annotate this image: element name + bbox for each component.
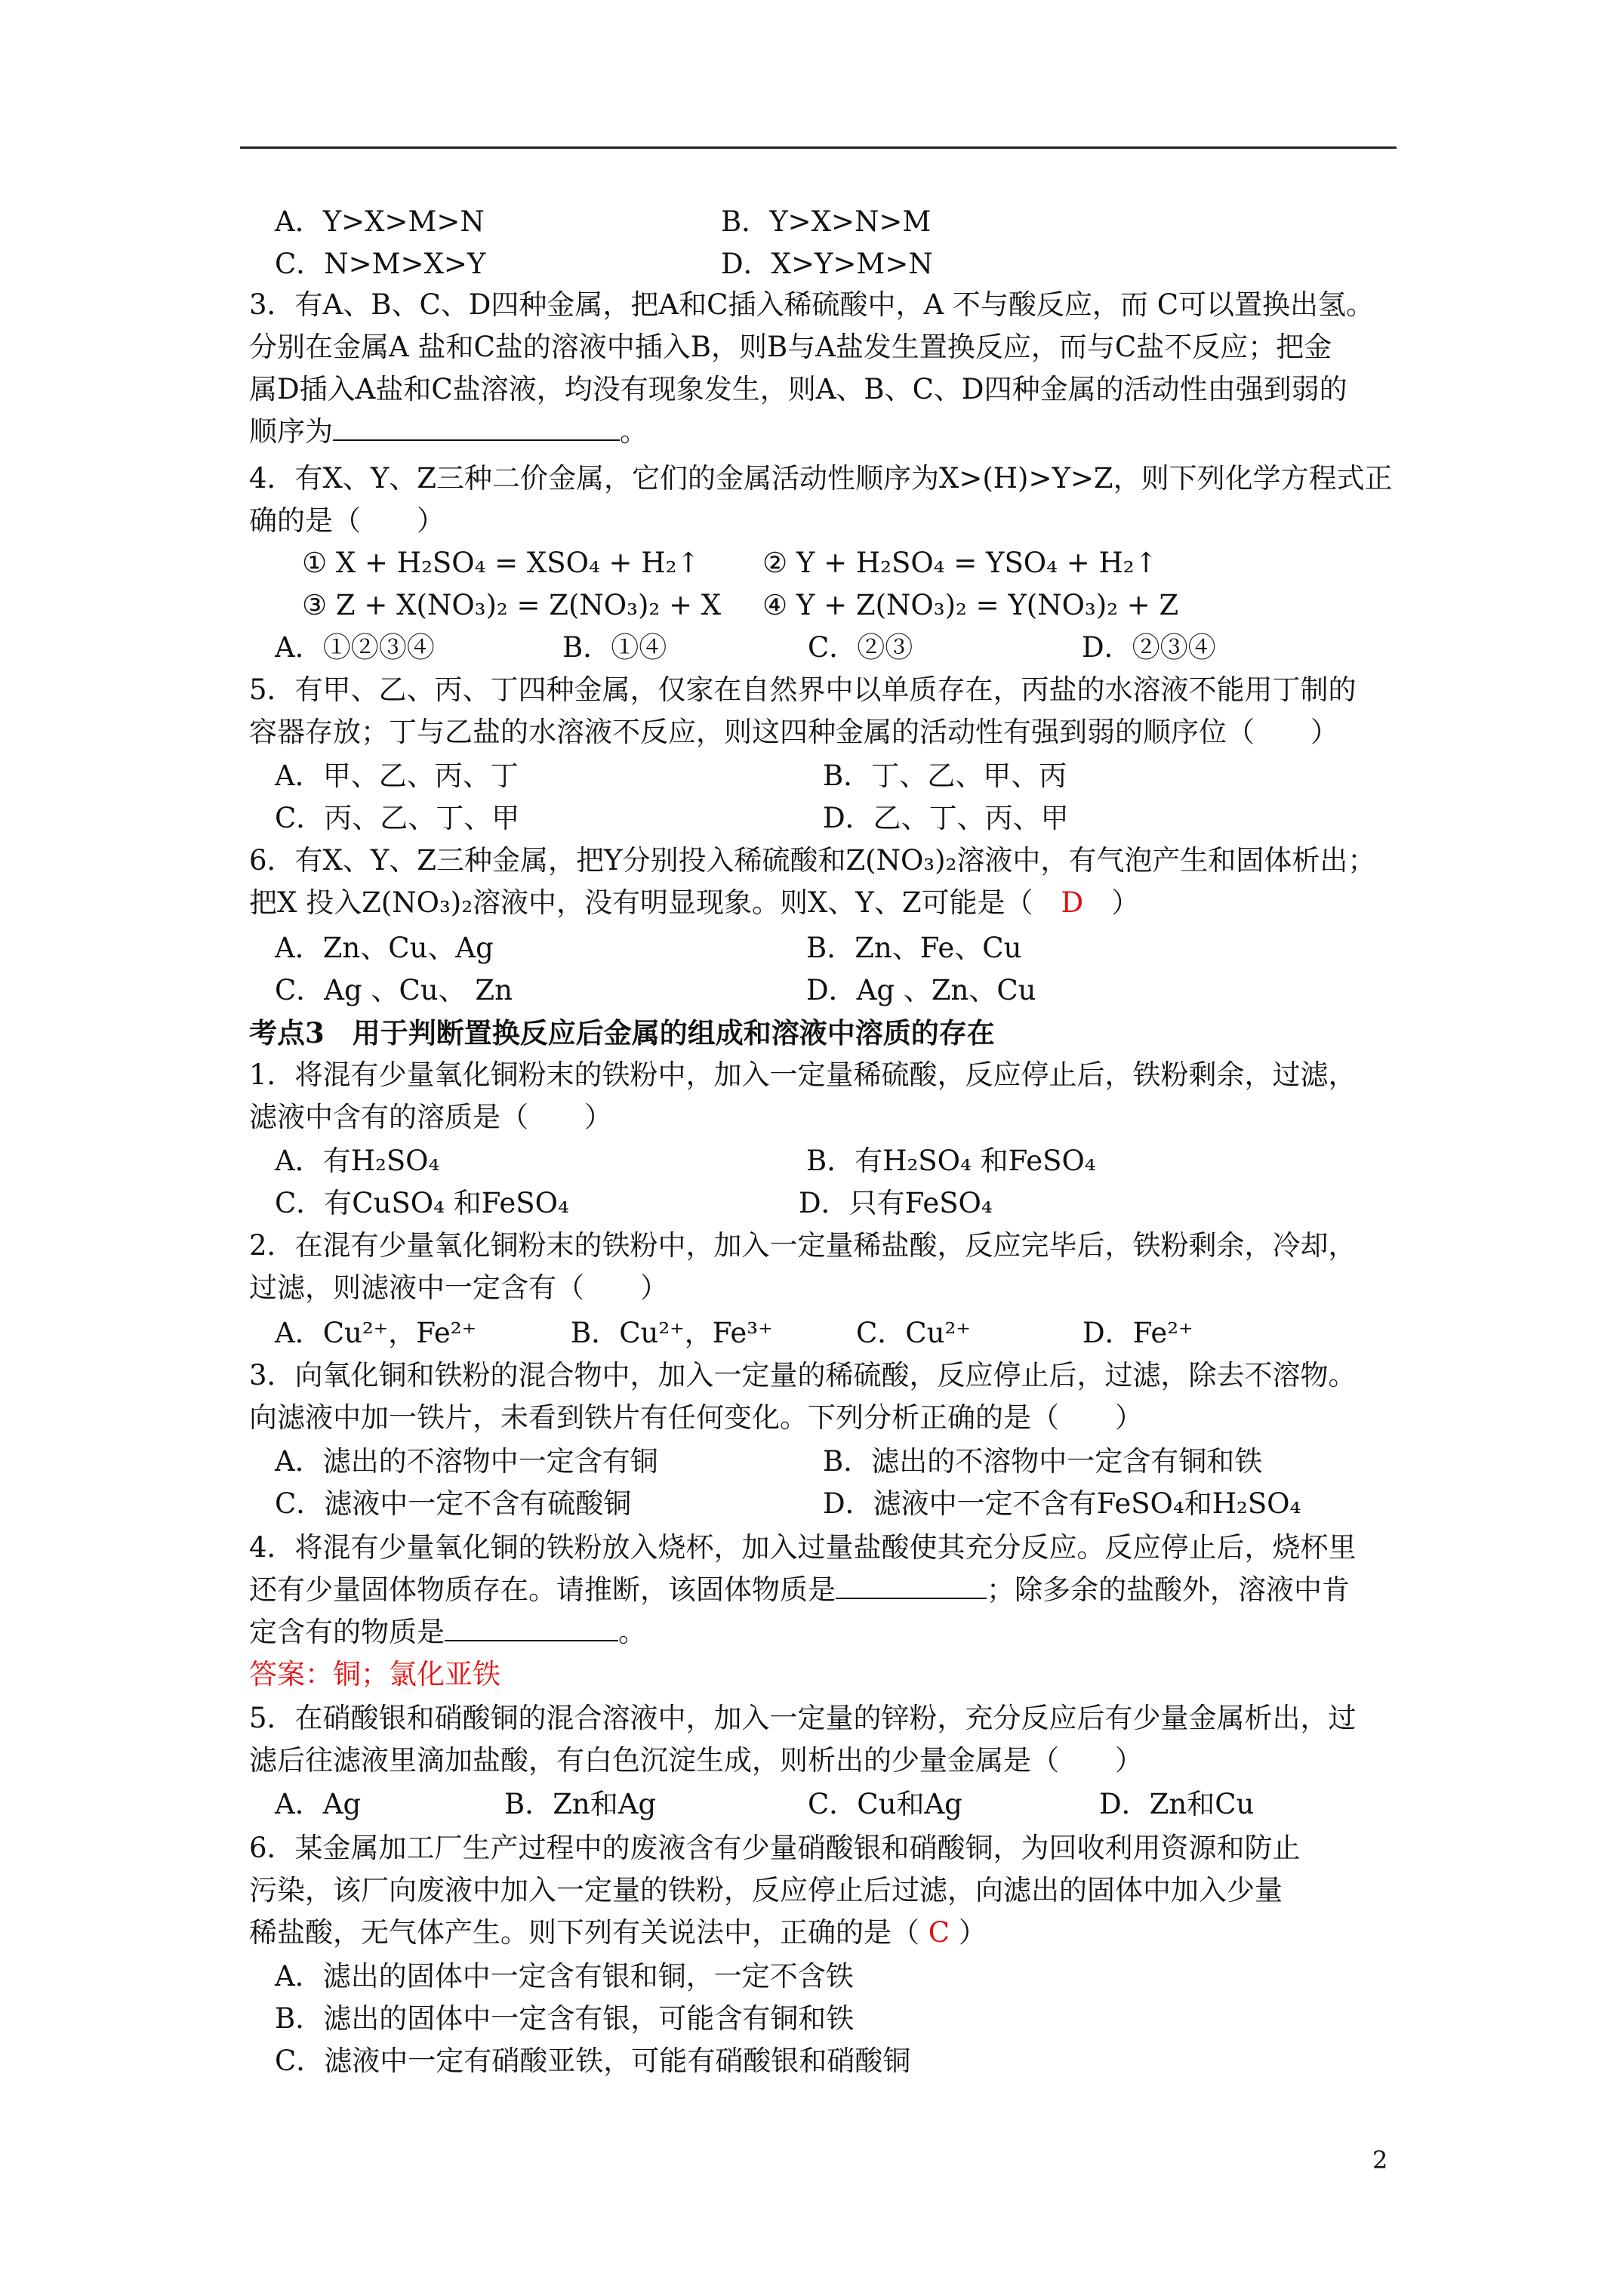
s3q1-option-c: C．有CuSO₄ 和FeSO₄ (275, 1187, 569, 1219)
s3q6-stem-close: ） (958, 1916, 987, 1949)
s3q3-option-b: B．滤出的不溶物中一定含有铜和铁 (823, 1445, 1263, 1478)
s3q6-line-1: 6．某金属加工厂生产过程中的废液含有少量硝酸银和硝酸铜，为回收利用资源和防止 (249, 1832, 1301, 1864)
q6-line-2 (249, 885, 1139, 921)
s3q6-option-a: A．滤出的固体中一定含有银和铜，一定不含铁 (275, 1960, 854, 1992)
s3q4-stem-2: 定含有的物质是 (249, 1616, 445, 1648)
s3q2-option-b: B．Cu²⁺，Fe³⁺ (571, 1317, 773, 1349)
s3q4-answer: 答案：铜；氯化亚铁 (249, 1658, 500, 1690)
s3q3-line-2: 向滤液中加一铁片，未看到铁片有任何变化。下列分析正确的是（ ） (249, 1401, 1143, 1434)
s3q1-option-a: A．有H₂SO₄ (275, 1145, 440, 1177)
q4-line-2: 确的是（ ） (249, 504, 445, 537)
q4-option-b: B．①④ (562, 631, 667, 664)
q4-equation-1: ① X + H₂SO₄ = XSO₄ + H₂↑ (302, 547, 701, 579)
q4-line-1: 4．有X、Y、Z三种二价金属，它们的金属活动性顺序为X>(H)>Y>Z，则下列化学方程式正 (249, 462, 1393, 495)
q4-option-d: D．②③④ (1082, 631, 1216, 664)
s3q3-option-c: C．滤液中一定不含有硫酸铜 (275, 1487, 632, 1520)
q5-option-a: A．甲、乙、丙、丁 (275, 760, 519, 792)
s3q5-option-a: A．Ag (275, 1788, 362, 1820)
s3q1-line-1: 1．将混有少量氧化铜粉末的铁粉中，加入一定量稀硫酸，反应停止后，铁粉剩余，过滤， (249, 1059, 1357, 1091)
q3-line-3: 属D插入A盐和C盐溶液，均没有现象发生，则A、B、C、D四种金属的活动性由强到弱的 (249, 373, 1347, 405)
s3q2-option-d: D．Fe²⁺ (1083, 1317, 1193, 1349)
s3q6-stem: 稀盐酸，无气体产生。则下列有关说法中，正确的是（ (249, 1916, 919, 1949)
s3q5-option-d: D．Zn和Cu (1099, 1788, 1255, 1820)
q4-equation-3: ③ Z + X(NO₃)₂ = Z(NO₃)₂ + X (302, 589, 722, 621)
s3q6-line-2: 污染，该厂向废液中加入一定量的铁粉，反应停止后过滤，向滤出的固体中加入少量 (249, 1874, 1283, 1906)
q3-line-4 (249, 414, 648, 450)
s3q6-line-3 (249, 1915, 987, 1951)
q4-equation-4: ④ Y + Z(NO₃)₂ = Y(NO₃)₂ + Z (762, 589, 1179, 621)
q2-option-c: C．N>M>X>Y (275, 248, 486, 280)
s3q5-line-2: 滤后往滤液里滴加盐酸，有白色沉淀生成，则析出的少量金属是（ ） (249, 1744, 1143, 1777)
q6-option-c: C．Ag 、Cu、 Zn (275, 974, 513, 1006)
s3q4-line-1: 4．将混有少量氧化铜的铁粉放入烧杯，加入过量盐酸使其充分反应。反应停止后，烧杯里 (249, 1531, 1357, 1564)
s3q6-answer: C (928, 1916, 950, 1949)
s3q1-option-b: B．有H₂SO₄ 和FeSO₄ (806, 1145, 1096, 1177)
q5-option-d: D．乙、丁、丙、甲 (823, 802, 1069, 834)
q6-option-a: A．Zn、Cu、Ag (275, 932, 494, 964)
q4-option-a: A．①②③④ (275, 631, 435, 664)
s3q4-stem-end: 。 (618, 1616, 646, 1648)
s3q3-option-d: D．滤液中一定不含有FeSO₄和H₂SO₄ (823, 1487, 1301, 1520)
s3q3-option-a: A．滤出的不溶物中一定含有铜 (275, 1445, 658, 1478)
s3q5-option-c: C．Cu和Ag (808, 1788, 962, 1820)
s3q2-option-a: A．Cu²⁺，Fe²⁺ (275, 1317, 477, 1349)
s3q5-line-1: 5．在硝酸银和硝酸铜的混合溶液中，加入一定量的锌粉，充分反应后有少量金属析出，过 (249, 1702, 1357, 1734)
s3q5-option-b: B．Zn和Ag (504, 1788, 657, 1820)
q6-stem: 把X 投入Z(NO₃)₂溶液中，没有明显现象。则X、Y、Z可能是（ (249, 886, 1061, 919)
s3q6-option-c: C．滤液中一定有硝酸亚铁，可能有硝酸银和硝酸铜 (275, 2045, 911, 2077)
s3q2-option-c: C．Cu²⁺ (856, 1317, 971, 1349)
section-3-title: 考点3 用于判断置换反应后金属的组成和溶液中溶质的存在 (249, 1016, 995, 1049)
s3q2-line-1: 2．在混有少量氧化铜粉末的铁粉中，加入一定量稀盐酸，反应完毕后，铁粉剩余，冷却， (249, 1229, 1357, 1262)
s3q4-line-2 (249, 1572, 1350, 1608)
q3-prefix: 顺序为 (249, 415, 333, 448)
s3q4-stem-mid: ；除多余的盐酸外，溶液中肯 (987, 1573, 1350, 1606)
q6-line-1: 6．有X、Y、Z三种金属，把Y分别投入稀硫酸和Z(NO₃)₂溶液中，有气泡产生和固体析出； (249, 844, 1376, 877)
s3q1-line-2: 滤液中含有的溶质是（ ） (249, 1101, 612, 1133)
s3q4-answer-blank-1[interactable] (836, 1572, 987, 1599)
q3-line-1: 3．有A、B、C、D四种金属，把A和C插入稀硫酸中，A 不与酸反应，而 C可以置换出氢。 (249, 288, 1375, 321)
q3-suffix: 。 (620, 415, 648, 448)
s3q2-line-2: 过滤，则滤液中一定含有（ ） (249, 1271, 668, 1304)
q2-option-a: A．Y>X>M>N (275, 205, 485, 238)
header-rule (240, 146, 1397, 149)
q6-answer: D (1061, 886, 1084, 919)
q4-equation-2: ② Y + H₂SO₄ = YSO₄ + H₂↑ (762, 547, 1158, 579)
page-number: 2 (1372, 2146, 1388, 2174)
q3-answer-blank[interactable] (333, 414, 620, 441)
q6-option-b: B．Zn、Fe、Cu (806, 932, 1022, 964)
s3q4-stem: 还有少量固体物质存在。请推断，该固体物质是 (249, 1573, 836, 1606)
q5-option-b: B．丁、乙、甲、丙 (823, 760, 1067, 792)
s3q4-answer-blank-2[interactable] (445, 1614, 618, 1641)
q3-line-2: 分别在金属A 盐和C盐的溶液中插入B，则B与A盐发生置换反应，而与C盐不反应；把金 (249, 331, 1332, 363)
s3q1-option-d: D．只有FeSO₄ (799, 1187, 993, 1219)
s3q6-option-b: B．滤出的固体中一定含有银，可能含有铜和铁 (275, 2002, 855, 2035)
q4-option-c: C．②③ (808, 631, 913, 664)
q5-line-1: 5．有甲、乙、丙、丁四种金属，仅家在自然界中以单质存在，丙盐的水溶液不能用丁制的 (249, 673, 1357, 706)
s3q4-line-3 (249, 1614, 646, 1650)
q5-line-2: 容器存放；丁与乙盐的水溶液不反应，则这四种金属的活动性有强到弱的顺序位（ ） (249, 716, 1338, 748)
q2-option-d: D．X>Y>M>N (721, 248, 933, 280)
q6-option-d: D．Ag 、Zn、Cu (806, 974, 1036, 1006)
q2-option-b: B．Y>X>N>M (721, 205, 932, 238)
s3q3-line-1: 3．向氧化铜和铁粉的混合物中，加入一定量的稀硫酸，反应停止后，过滤，除去不溶物。 (249, 1359, 1357, 1391)
q5-option-c: C．丙、乙、丁、甲 (275, 802, 520, 834)
q6-stem-close: ） (1083, 886, 1140, 919)
